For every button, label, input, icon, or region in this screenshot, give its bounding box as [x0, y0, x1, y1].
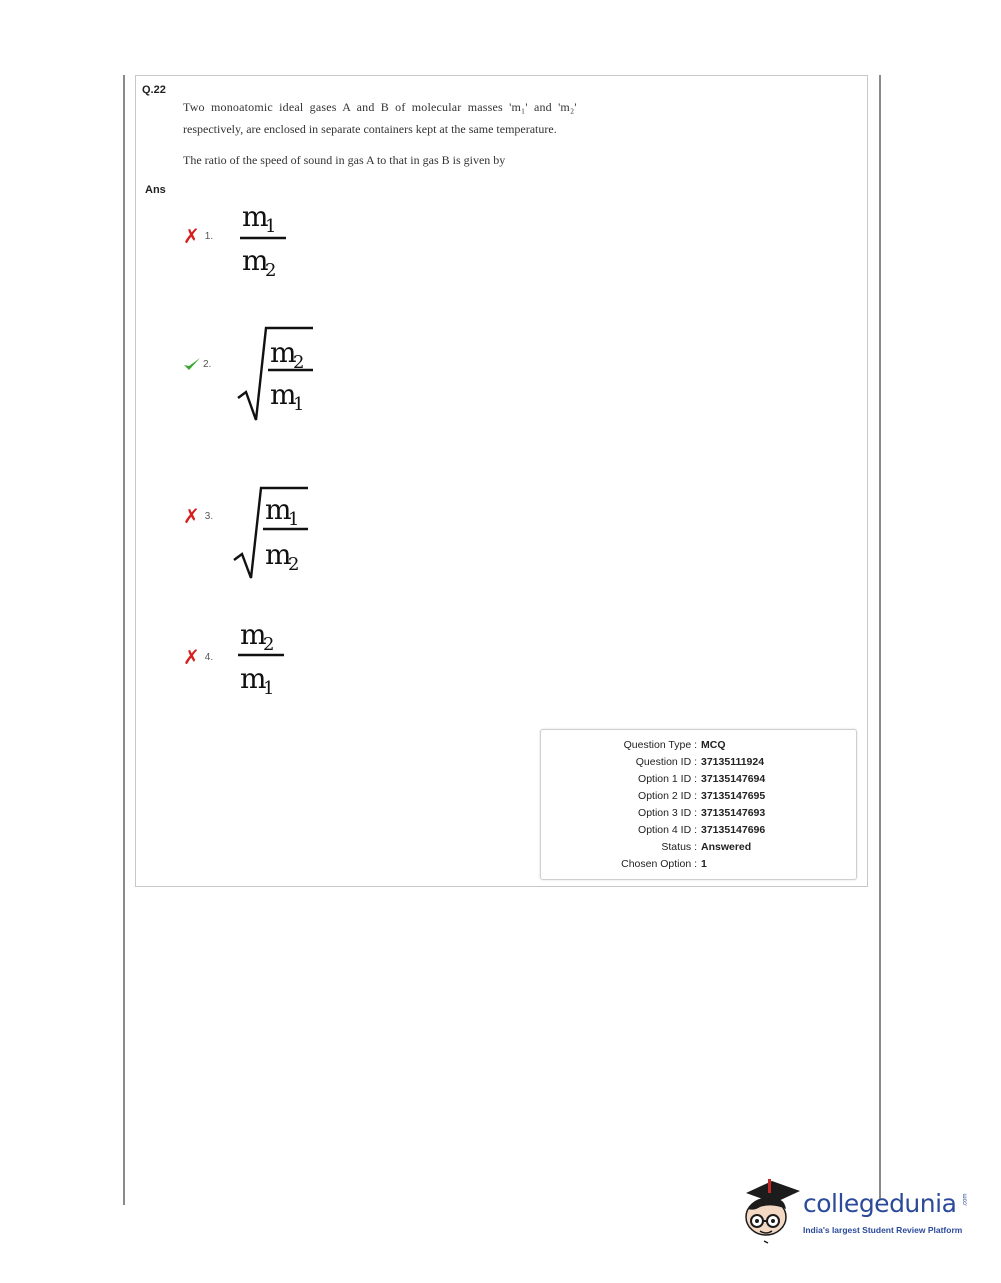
info-value: MCQ — [701, 739, 726, 751]
denominator: m — [265, 538, 292, 571]
denominator: m — [240, 662, 267, 695]
info-row-option-1-id — [540, 773, 857, 790]
question-text-line-2: respectively, are enclosed in separate containers kept at the same temperature. — [183, 122, 557, 136]
numerator-subscript: 1 — [265, 216, 277, 237]
option-number: 2. — [203, 358, 212, 370]
numerator-subscript: 2 — [293, 352, 305, 373]
denominator: m — [242, 244, 269, 277]
info-label: Chosen Option : — [621, 858, 697, 870]
numerator: m — [240, 618, 267, 651]
mascot-icon — [742, 1175, 802, 1247]
check-icon — [183, 357, 201, 371]
info-label: Status : — [661, 841, 697, 853]
info-row-status — [540, 841, 857, 858]
denominator-subscript: 2 — [265, 260, 277, 281]
info-label: Option 1 ID : — [638, 773, 697, 785]
brand-suffix: .com — [962, 1193, 969, 1207]
numerator: m — [270, 336, 297, 369]
option-3-formula — [232, 484, 322, 584]
question-number: Q.22 — [142, 84, 166, 96]
option-2-marker — [183, 357, 211, 371]
info-value: 37135147694 — [701, 773, 766, 785]
cross-icon: ✗ — [183, 224, 200, 248]
option-4-marker — [183, 647, 213, 667]
question-text-line-1: Two monoatomic ideal gases A and B of molecular masses 'm₁' and 'm₂' — [183, 100, 577, 114]
denominator-subscript: 1 — [263, 678, 275, 699]
option-number: 3. — [204, 510, 214, 522]
option-1-marker — [183, 226, 213, 246]
option-number: 4. — [204, 651, 214, 663]
info-label: Question Type : — [623, 739, 697, 751]
cross-icon: ✗ — [183, 645, 200, 669]
question-text-line-3: The ratio of the speed of sound in gas A to that in gas B is given by — [183, 153, 506, 167]
info-row-question-type — [540, 739, 857, 756]
info-row-question-id — [540, 756, 857, 773]
info-row-chosen-option — [540, 858, 857, 875]
option-2-formula — [236, 324, 326, 424]
option-number: 1. — [204, 230, 214, 242]
page-rule-left — [123, 75, 125, 1205]
numerator-subscript: 2 — [263, 634, 275, 655]
answer-label: Ans — [145, 184, 166, 196]
info-row-option-4-id — [540, 824, 857, 841]
denominator: m — [270, 378, 297, 411]
page-rule-right — [879, 75, 881, 1200]
info-value: Answered — [701, 841, 752, 853]
info-label: Option 3 ID : — [638, 807, 697, 819]
info-row-option-3-id — [540, 807, 857, 824]
brand-name: collegedunia — [803, 1189, 957, 1218]
numerator-subscript: 1 — [288, 509, 300, 530]
denominator-subscript: 1 — [293, 394, 305, 415]
info-label: Option 4 ID : — [638, 824, 697, 836]
info-value: 37135147696 — [701, 824, 766, 836]
info-row-option-2-id — [540, 790, 857, 807]
numerator: m — [265, 493, 292, 526]
brand-tagline: India's largest Student Review Platform — [803, 1225, 963, 1235]
option-1-formula — [238, 196, 308, 286]
info-value: 37135111924 — [701, 756, 765, 768]
option-3-marker — [183, 506, 213, 526]
info-label: Question ID : — [635, 756, 697, 768]
brand-logo — [742, 1175, 972, 1247]
cross-icon: ✗ — [183, 504, 200, 528]
info-value: 1 — [701, 858, 707, 870]
option-4-formula — [236, 614, 306, 704]
denominator-subscript: 2 — [288, 554, 300, 575]
info-value: 37135147693 — [701, 807, 766, 819]
info-label: Option 2 ID : — [638, 790, 697, 802]
info-value: 37135147695 — [701, 790, 766, 802]
numerator: m — [242, 200, 269, 233]
